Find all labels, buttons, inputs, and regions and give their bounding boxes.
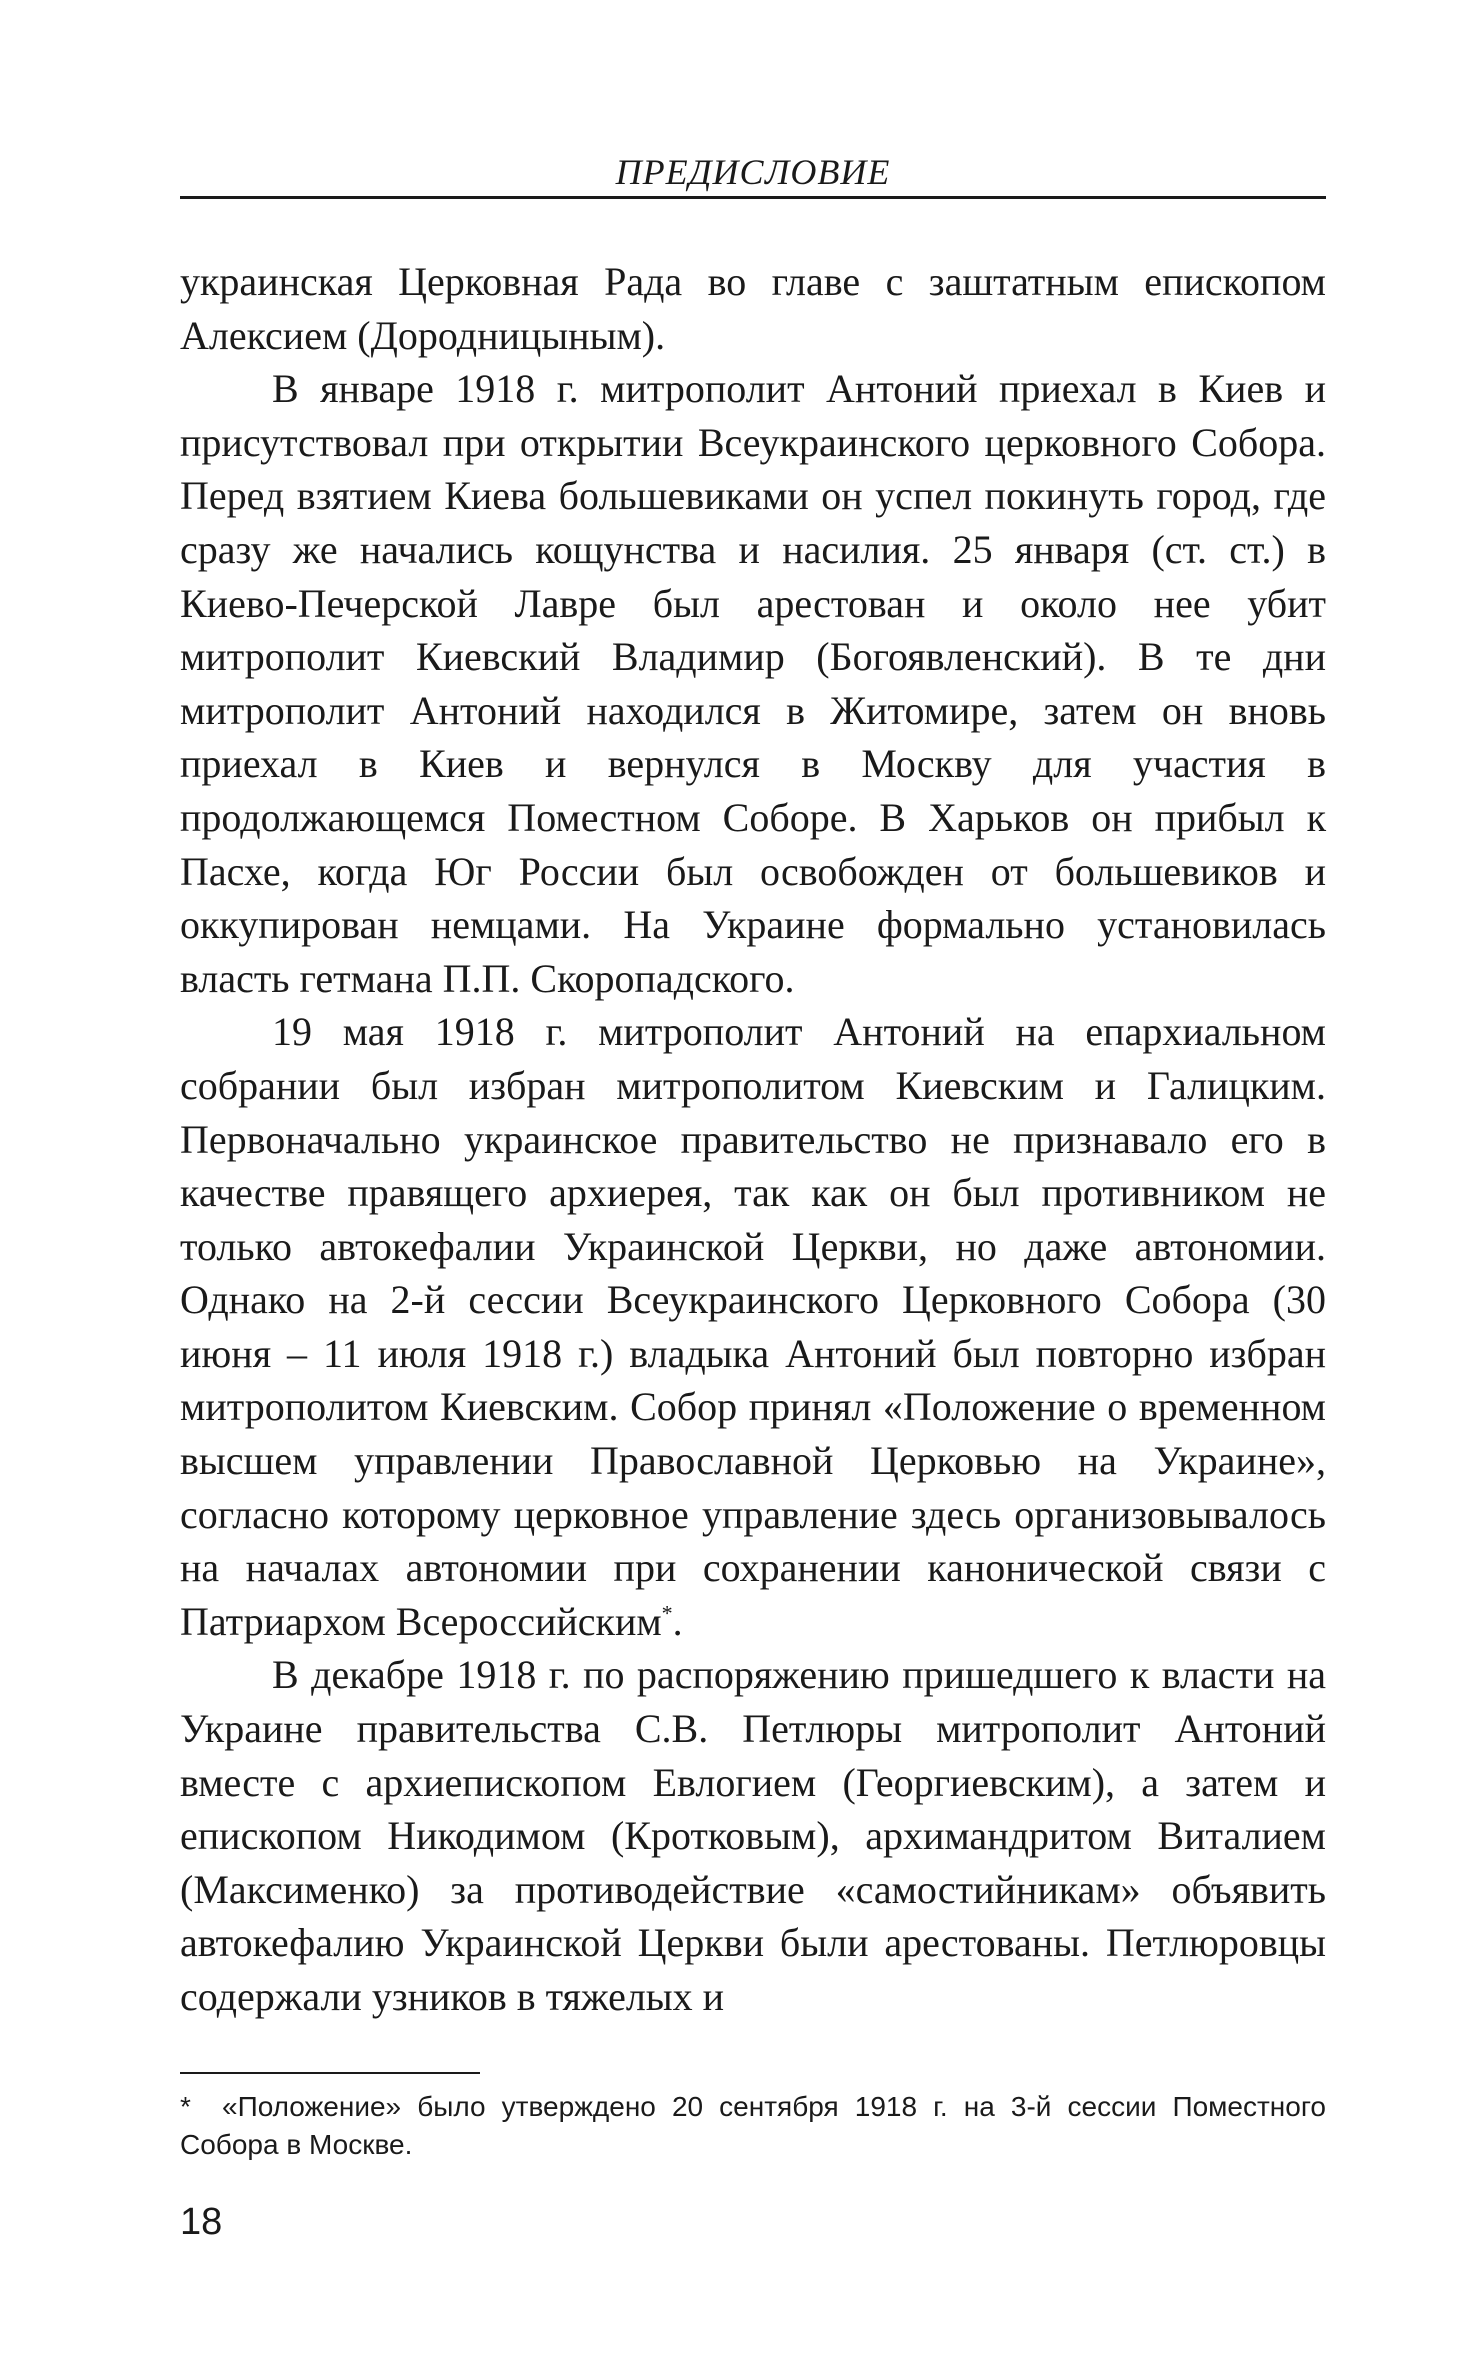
- page-number: 18: [180, 2201, 223, 2243]
- paragraph-3: [180, 1005, 1326, 1648]
- footnote-text: «Положение» было утверждено 20 сентября 1918 г. на 3-й сессии Поместного Собора в Москве.: [180, 2091, 1326, 2160]
- header-rule: [180, 196, 1326, 199]
- footnote: [180, 2088, 1326, 2164]
- running-header-title: ПРЕДИСЛОВИЕ: [615, 152, 891, 192]
- paragraph-2: В январе 1918 г. митрополит Антоний приехал в Киев и присутствовал при открытии Всеукраинского церковного Собора. Перед взятием Киева большевиками он успел покинуть город, где сразу же начались кощунства и насилия. 25 января (ст. ст.) в Киево-Печерской Лавре был арестован и около нее убит митрополит Киевский Владимир (Богоявленский). В те дни митрополит Антоний находился в Житомире, затем он вновь приехал в Киев и вернулся в Москву для участия в продолжающемся Поместном Соборе. В Харьков он прибыл к Пасхе, когда Юг России был освобожден от большевиков и оккупирован немцами. На Украине формально установилась власть гетмана П.П. Скоропадского.: [180, 366, 1326, 1001]
- footnote-rule: [180, 2072, 480, 2074]
- paragraph-1: украинская Церковная Рада во главе с заштатным епископом Алексием (Дородницыным).: [180, 259, 1326, 358]
- paragraph-3-text: 19 мая 1918 г. митрополит Антоний на епархиальном собрании был избран митрополитом Киевским и Галицким. Первоначально украинское правительство не признавало его в качестве правящего архиерея, так как он был противником не только автокефалии Украинской Церкви, но даже автономии. Однако на 2-й сессии Всеукраинского Церковного Собора (30 июня – 11 июля 1918 г.) владыка Антоний был повторно избран митрополитом Киевским. Собор принял «Положение о временном высшем управлении Православной Церковью на Украине», согласно которому церковное управление здесь организовывалось на началах автономии при сохранении канонической связи с Патриархом Всероссийским: [180, 1009, 1326, 1644]
- paragraph-4: В декабре 1918 г. по распоряжению пришедшего к власти на Украине правительства С.В. Петлюры митрополит Антоний вместе с архиепископом Евлогием (Георгиевским), а затем и епископом Никодимом (Кротковым), архимандритом Виталием (Максименко) за противодействие «самостийникам» объявить автокефалию Украинской Церкви были арестованы. Петлюровцы содержали узников в тяжелых и: [180, 1652, 1326, 2019]
- main-text: [180, 255, 1326, 2024]
- footnote-reference-marker[interactable]: *: [661, 1600, 673, 1626]
- footnote-marker: *: [180, 2091, 191, 2122]
- paragraph-3-end: .: [672, 1598, 683, 1644]
